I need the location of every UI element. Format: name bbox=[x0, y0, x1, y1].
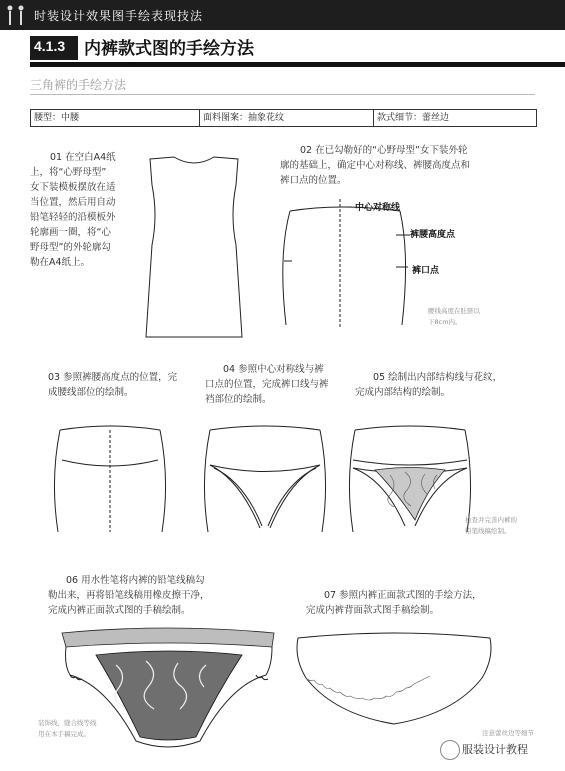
step-01-text bbox=[30, 150, 140, 270]
step-line: 完成内裤背面款式图手稿绘制。 bbox=[306, 605, 440, 616]
header-bar bbox=[0, 0, 565, 30]
section-number-block bbox=[30, 36, 78, 60]
step-01-template-sketch bbox=[138, 155, 250, 343]
step-line: 廓的基础上，确定中心对称线、裤腰高度点和 bbox=[280, 160, 471, 171]
step-line: 完成内部结构的绘制。 bbox=[355, 387, 451, 398]
step-line: 07 参照内裤正面款式图的手绘方法， bbox=[324, 590, 482, 601]
step-05-text bbox=[355, 370, 515, 400]
info-table bbox=[30, 109, 537, 127]
step-02-text bbox=[280, 143, 520, 188]
step-line: 02 在已勾勒好的“心野母型”女下装外轮 bbox=[300, 145, 468, 156]
note-line: 装饰线，缝合线等线 bbox=[38, 719, 97, 727]
figure-icon bbox=[4, 3, 30, 27]
note-05 bbox=[465, 515, 517, 537]
step-04-legline-sketch bbox=[200, 420, 330, 535]
label-center-line: 中心对称线 bbox=[355, 203, 401, 213]
note-02 bbox=[428, 306, 480, 328]
step-line: 轮廓画一圈，将“心 bbox=[30, 227, 111, 238]
section-subtitle: 三角裤的手绘方法 bbox=[30, 78, 127, 92]
label-leg-point: 裤口点 bbox=[412, 266, 440, 276]
step-line: 05 绘制出内部结构线与花纹， bbox=[373, 372, 503, 383]
header-title: 时装设计效果图手绘表现技法 bbox=[34, 9, 204, 23]
step-05-pattern-sketch bbox=[345, 420, 475, 535]
step-line: 当位置，然后用自动 bbox=[30, 197, 116, 208]
step-line: 铅笔轻轻的沿模板外 bbox=[30, 212, 116, 223]
step-line: 口点的位置，完成裤口线与裤 bbox=[205, 379, 329, 390]
step-line: 女下装模板摆放在适 bbox=[30, 182, 116, 193]
step-line: 上，将“心野母型” bbox=[30, 167, 107, 178]
step-line: 勒出来，再将铅笔线稿用橡皮擦干净， bbox=[48, 590, 210, 601]
step-06-text bbox=[48, 573, 238, 618]
title-rule bbox=[30, 62, 565, 67]
wechat-logo-icon bbox=[440, 740, 460, 760]
note-06 bbox=[38, 718, 97, 740]
note-line: 检查并完善内裤的 bbox=[465, 516, 517, 524]
note-line: 下8cm内。 bbox=[428, 318, 462, 326]
watermark-text: 服装设计教程 bbox=[462, 743, 528, 756]
note-07: 注意蕾丝边等细节 bbox=[482, 729, 534, 737]
step-04-text bbox=[205, 362, 335, 407]
step-03-waistline-sketch bbox=[50, 420, 170, 535]
info-detail: 款式细节：蕾丝边 bbox=[377, 113, 450, 123]
step-line: 01 在空白A4纸 bbox=[50, 152, 116, 163]
step-line: 06 用水性笔将内裤的铅笔线稿勾 bbox=[66, 575, 205, 586]
subtitle-rule bbox=[30, 94, 535, 95]
step-line: 勒在A4纸上。 bbox=[30, 257, 91, 268]
step-07-text bbox=[306, 588, 506, 618]
step-line: 03 参照裤腰高度点的位置，完 bbox=[48, 372, 178, 383]
note-line: 腰线高度在肚脐以 bbox=[428, 307, 480, 315]
note-line: 用在本手稿完成。 bbox=[38, 730, 90, 738]
step-line: 野母型”的外轮廓勾 bbox=[30, 242, 111, 253]
section-title: 内裤款式图的手绘方法 bbox=[84, 39, 254, 59]
note-line: 铅笔线稿绘制。 bbox=[465, 527, 511, 535]
step-line: 裤口点的位置。 bbox=[280, 175, 347, 186]
step-line: 04 参照中心对称线与裤 bbox=[223, 364, 324, 375]
info-fabric: 面料图案：抽象花纹 bbox=[200, 110, 374, 126]
section-number: 4.1.3 bbox=[34, 38, 66, 54]
label-waist-point: 裤腰高度点 bbox=[410, 230, 456, 240]
step-07-back-brief-sketch bbox=[294, 628, 494, 733]
step-line: 裆部位的绘制。 bbox=[205, 394, 272, 405]
step-line: 成腰线部位的绘制。 bbox=[48, 387, 134, 398]
step-line: 完成内裤正面款式图的手稿绘制。 bbox=[48, 605, 191, 616]
info-waist: 腰型：中腰 bbox=[31, 110, 200, 126]
step-03-text bbox=[48, 370, 198, 400]
